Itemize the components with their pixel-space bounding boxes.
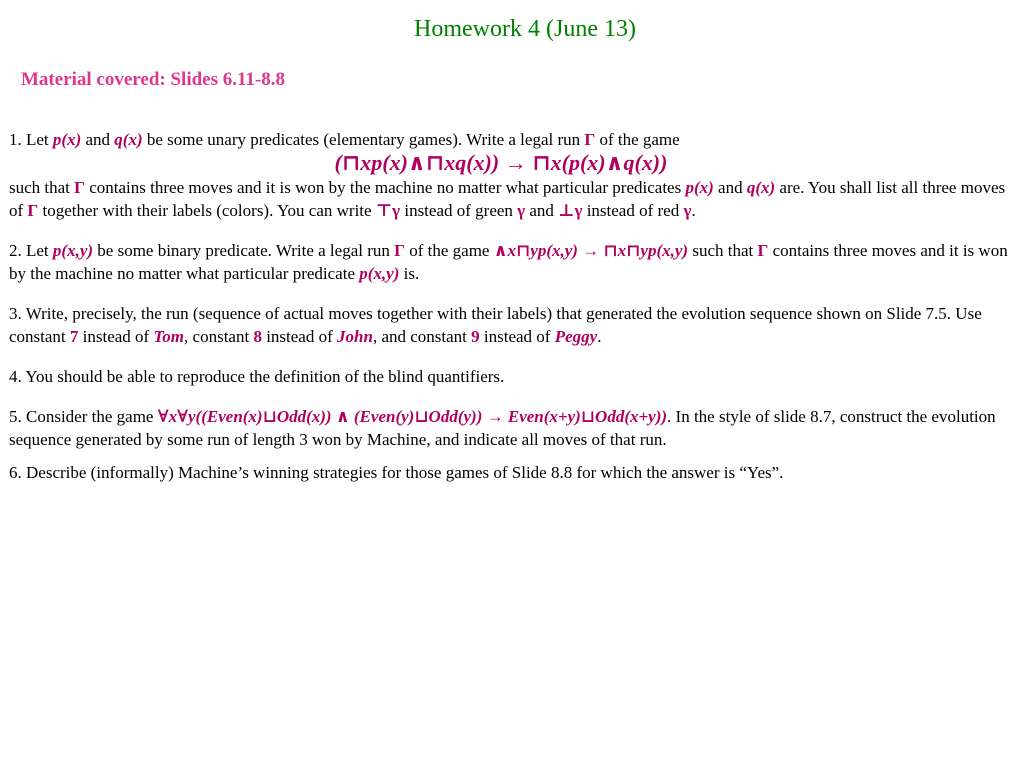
constant-9: 9: [471, 327, 480, 346]
math-top-gamma: ⊤γ: [375, 201, 401, 220]
problem-5: 5. Consider the game ∀x∀y((Even(x)⊔Odd(x)) ∧ (Even(y)⊔Odd(y)) → Even(x+y)⊔Odd(x+y)). In the style of slide 8.7, construct the evolution sequence generated by some run of length 3 won by Machine, and indicate all moves of that run.: [9, 407, 996, 449]
problem-3: 3. Write, precisely, the run (sequence of actual moves together with their labels) that generated the evolution sequence shown on Slide 7.5. Use constant 7 instead of Tom, constant 8 instead of John, and constant 9 instead of Peggy.: [9, 304, 982, 346]
problem-5-formula: ∀x∀y((Even(x)⊔Odd(x)) ∧ (Even(y)⊔Odd(y)) → Even(x+y)⊔Odd(x+y)): [157, 407, 668, 426]
math-green-gamma: γ: [517, 201, 526, 220]
problem-5-number: 5.: [9, 407, 22, 426]
problem-3-number: 3.: [9, 304, 22, 323]
problem-1-continued: such that Γ contains three moves and it is won by the machine no matter what particular predicates p(x) and q(x) are. You shall list all three moves of Γ together with their labels (colors). You can write ⊤γ instead of green γ and ⊥γ instead of red γ.: [9, 178, 1006, 220]
problem-1-formula: (⊓xp(x)∧⊓xq(x)) → ⊓x(p(x)∧q(x)): [334, 150, 668, 175]
name-tom: Tom: [153, 327, 185, 346]
problem-1: 1. Let p(x) and q(x) be some unary predicates (elementary games). Write a legal run Γ of the game: [9, 130, 680, 149]
material-covered: Material covered: Slides 6.11-8.8: [21, 69, 286, 90]
problem-1-number: 1.: [9, 130, 22, 149]
page-title: Homework 4 (June 13): [414, 16, 636, 42]
math-gamma: Γ: [584, 130, 596, 149]
math-red-gamma: γ: [683, 201, 692, 220]
problem-6-number: 6.: [9, 463, 22, 482]
math-pxy: p(x,y): [52, 241, 94, 260]
name-peggy: Peggy: [554, 327, 598, 346]
math-px: p(x): [52, 130, 82, 149]
homework-body: [9, 128, 1019, 484]
problem-2-number: 2.: [9, 241, 22, 260]
problem-4: 4. You should be able to reproduce the definition of the blind quantifiers.: [9, 367, 505, 386]
problem-1-formula-line: [9, 151, 1019, 176]
math-qx: q(x): [114, 130, 143, 149]
problem-2: 2. Let p(x,y) be some binary predicate. Write a legal run Γ of the game ∧x⊓yp(x,y) → ⊓x⊓yp(x,y) such that Γ contains three moves and it is won by the machine no matter what particular predicate p(x,y) is.: [9, 241, 1008, 283]
constant-8: 8: [253, 327, 262, 346]
problem-2-formula: ∧x⊓yp(x,y) → ⊓x⊓yp(x,y): [493, 241, 689, 260]
problem-6: 6. Describe (informally) Machine’s winning strategies for those games of Slide 8.8 for which the answer is “Yes”.: [9, 463, 784, 482]
constant-7: 7: [69, 327, 79, 346]
math-bot-gamma: ⊥γ: [558, 201, 583, 220]
name-john: John: [337, 327, 373, 346]
problem-4-number: 4.: [9, 367, 22, 386]
